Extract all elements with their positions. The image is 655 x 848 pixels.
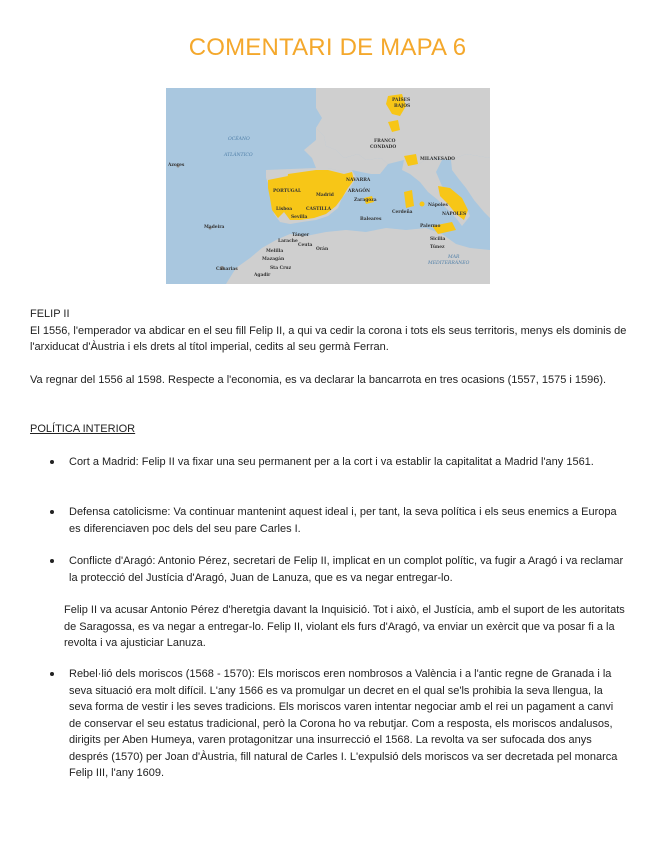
map-label-tanger: Tánger: [292, 233, 310, 238]
page-title: COMENTARI DE MAPA 6: [188, 34, 467, 61]
map-label-oceano: OCÉANO: [228, 137, 250, 142]
bullet-text-arago: Conflicte d'Aragó: Antonio Pérez, secretari de Felip II, implicat en un complot polític, va fugir a Aragó i va reclamar la protecció del Justícia d'Aragó, Juan de Lanuza, que es va negar entregar-lo.: [69, 555, 624, 584]
map-label-larache: Larache: [278, 239, 298, 244]
map-label-baleares: Baleares: [360, 217, 382, 222]
map-svg: [166, 88, 490, 284]
map-label-sicilia: Sicilia: [430, 237, 446, 242]
bullet-icon: [50, 510, 54, 514]
map-label-atlantico: ATLÁNTICO: [224, 153, 253, 158]
map-label-zaragoza: Zaragoza: [354, 198, 377, 203]
map-label-santa-cruz: Sta Cruz: [270, 266, 292, 271]
domain-cerdena: [404, 190, 414, 208]
map-label-palermo: Palermo: [420, 224, 441, 229]
map-label-cerdena: Cerdeña: [392, 210, 413, 215]
map-label-portugal: PORTUGAL: [273, 189, 302, 194]
map-label-sevilla: Sevilla: [291, 215, 308, 220]
map-label-napoles-city: Nápoles: [428, 203, 448, 208]
map-label-tunez: Túnez: [430, 245, 445, 250]
map-label-mediterraneo: MEDITERRÁNEO: [428, 261, 470, 266]
bullet-text-catolicisme: Defensa catolicisme: Va continuar mantenint aquest ideal i, per tant, la seva política i els seus enemics a Europa es diferenciaven poc dels del seu pare Carles I.: [69, 506, 617, 535]
bullet-icon: [50, 460, 54, 464]
map-label-agadir: Agadir: [254, 273, 271, 278]
map-label-condado: CONDADO: [370, 145, 397, 150]
section-heading-politica: POLÍTICA INTERIOR: [30, 423, 136, 435]
map-label-aragon: ARAGÓN: [348, 189, 371, 194]
map-label-castilla: CASTILLA: [306, 207, 331, 212]
paragraph-antonio-perez: Felip II va acusar Antonio Pérez d'heretgia davant la Inquisició. Tot i això, el Justícia, amb el suport de les autoritats de Saragossa, es va negar a entregar-lo. Felip II, violant els furs d'Aragó, va enviar un exèrcit que va posar fi a la revolta i va ajusticiar Lanuza.: [64, 604, 625, 649]
bullet-text-cort: Cort a Madrid: Felip II va fixar una seu permanent per a la cort i va establir la capitalitat a Madrid l'any 1561.: [69, 456, 594, 468]
map-label-napoles: NÁPOLES: [442, 212, 467, 217]
map-label-mar: MAR: [448, 255, 460, 260]
map-label-madeira: Madeira: [204, 225, 225, 230]
map-label-mazagan: Mazagán: [262, 257, 285, 262]
section-heading-felip: FELIP II: [30, 308, 70, 320]
historical-map: [166, 88, 490, 284]
map-label-ceuta: Ceuta: [298, 243, 313, 248]
map-label-paises: PAÍSES: [392, 98, 411, 103]
paragraph-regnat: Va regnar del 1556 al 1598. Respecte a l'economia, es va declarar la bancarrota en tres ocasions (1557, 1575 i 1596).: [30, 374, 607, 386]
domain-presidios: [420, 202, 425, 207]
map-label-melilla: Melilla: [266, 249, 284, 254]
map-label-milanesado: MILANESADO: [420, 157, 455, 162]
map-label-navarra: NAVARRA: [346, 178, 371, 183]
section-felip: [30, 306, 628, 389]
bullet-text-moriscos: Rebel·lió dels moriscos (1568 - 1570): Els moriscos eren nombrosos a València i a l'antic regne de Granada i la seva situació era molt difícil. L'any 1566 es va promulgar un decret en el qual se'ls prohibia la seva llengua, la seva forma de vestir i les seves tradicions. Els moriscos varen intentar negociar amb el rei un pagament a canvi de conservar el seu estatus tradicional, però la Corona ho va rebutjar. Com a resposta, els moriscos andalusos, dirigits per Aben Humeya, varen protagonitzar una insurrecció el 1568. La revolta va ser sufocada dos anys després (1570) per Joan d'Àustria, fill natural de Carles I. L'expulsió dels moriscos va ser decretada pel monarca Felip III, l'any 1609.: [69, 668, 618, 779]
map-label-bajos: BAJOS: [394, 104, 411, 109]
map-label-lisboa: Lisboa: [276, 207, 293, 212]
map-label-azores: Azores: [168, 163, 185, 168]
map-label-canarias: Canarias: [216, 267, 238, 272]
map-label-madrid: Madrid: [316, 193, 334, 198]
bullet-icon: [50, 559, 54, 563]
bullet-icon: [50, 672, 54, 676]
map-label-franco: FRANCO: [374, 139, 396, 144]
map-label-oran: Orán: [316, 247, 329, 252]
paragraph-abdicacio: El 1556, l'emperador va abdicar en el seu fill Felip II, a qui va cedir la corona i tots els seus territoris, menys els dominis de l'arxiducat d'Àustria i els drets al títol imperial, cedits al seu germà Ferran.: [30, 324, 627, 353]
